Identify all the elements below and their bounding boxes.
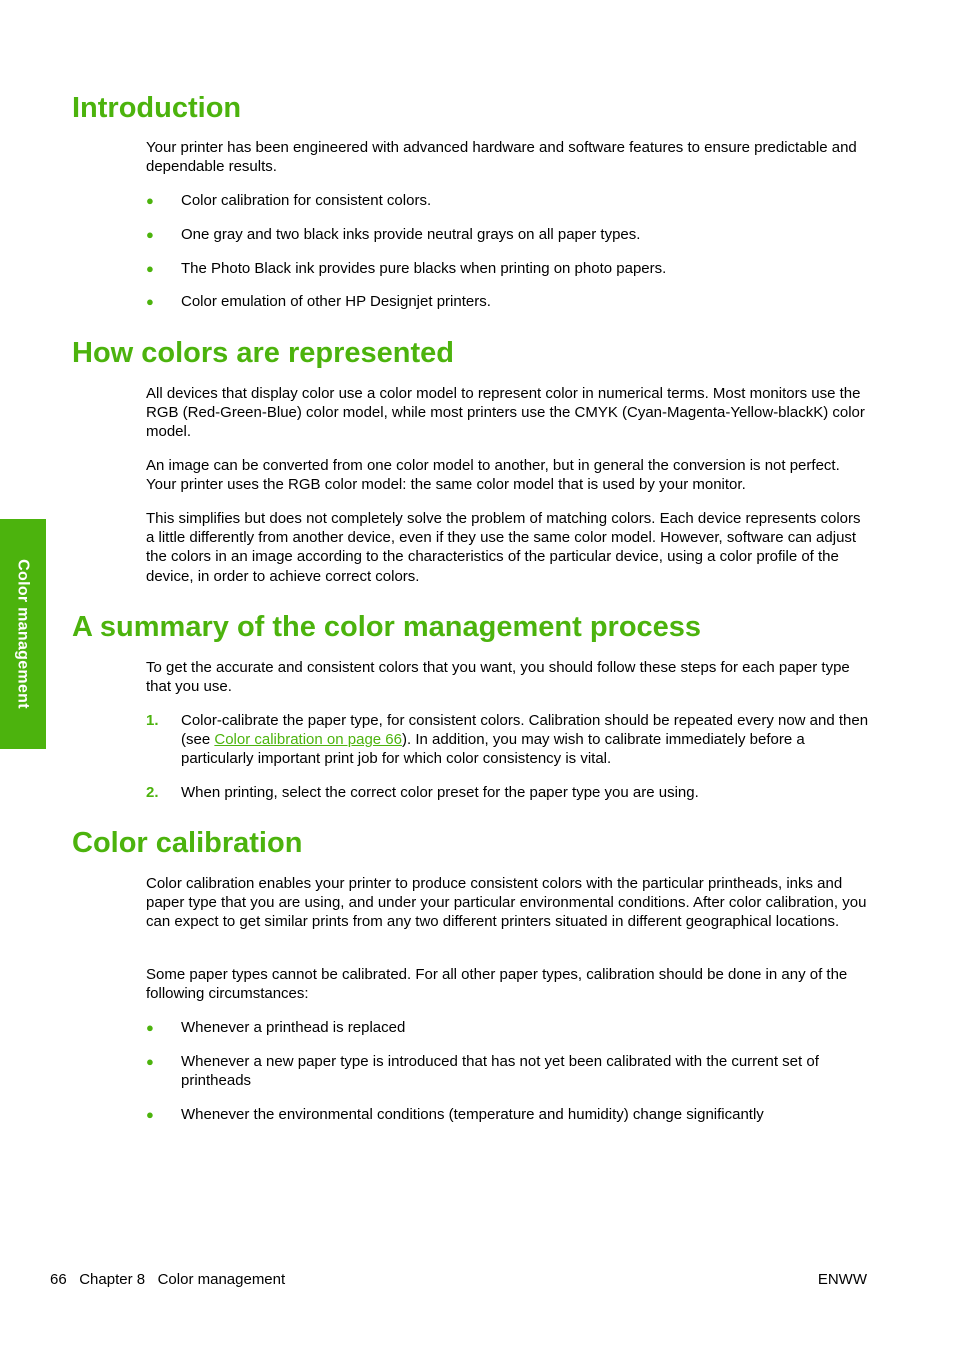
step-text	[181, 711, 871, 769]
calibration-bullet-text: Whenever a new paper type is introduced that has not yet been calibrated with the current set of printheads	[181, 1053, 819, 1090]
heading-introduction: Introduction	[72, 92, 242, 124]
page-footer-right: ENWW	[817, 1271, 867, 1288]
intro-bullet-item	[146, 191, 871, 210]
bullet-dot-icon: ●	[146, 1107, 154, 1122]
intro-bullet-item	[146, 225, 871, 244]
bullet-dot-icon: ●	[146, 294, 154, 309]
intro-bullet-text: The Photo Black ink provides pure blacks when printing on photo papers.	[181, 260, 667, 277]
intro-bullet-text: One gray and two black inks provide neutral grays on all paper types.	[181, 226, 641, 243]
step-text: When printing, select the correct color preset for the paper type you are using.	[181, 784, 699, 801]
step-text-after: ). In addition, you may wish to calibrate immediately before a particularly important print job for which color consistency is vital.	[181, 731, 805, 768]
page-footer-left	[50, 1270, 285, 1289]
color-calibration-link[interactable]: Color calibration on page 66	[214, 731, 402, 749]
bullet-dot-icon: ●	[146, 227, 154, 242]
intro-bullet-text: Color calibration for consistent colors.	[181, 192, 432, 209]
intro-paragraph: Your printer has been engineered with advanced hardware and software features to ensure predictable and dependable results.	[146, 139, 857, 176]
bullet-dot-icon: ●	[146, 1020, 154, 1035]
side-tab-label: Color management	[14, 559, 32, 709]
page-number: 66	[50, 1271, 67, 1288]
how-colors-paragraph: All devices that display color use a color model to represent color in numerical terms. Most monitors use the RGB (Red-Green-Blue) color model, while most printers use the CMYK (Cyan-Magenta-Yellow-blackK) color model.	[146, 385, 865, 441]
summary-paragraph: To get the accurate and consistent colors that you want, you should follow these steps for each paper type that you use.	[146, 659, 850, 696]
calibration-paragraph: Color calibration enables your printer to produce consistent colors with the particular printheads, inks and paper type that you are using, and under your particular environmental conditions. After color calibration, you can expect to get similar prints from any two different printers situated in different geographical locations.	[146, 875, 867, 931]
how-colors-paragraph: This simplifies but does not completely solve the problem of matching colors. Each device represents colors a little differently from another device, even if they use the same color model. However, software can adjust the colors in an image according to the characteristics of the particular device, using a color profile of the device, in order to achieve correct colors.	[146, 510, 861, 585]
intro-bullet-item	[146, 259, 871, 278]
heading-how-colors: How colors are represented	[72, 337, 454, 369]
step-number: 2.	[146, 784, 159, 801]
intro-bullet-item	[146, 292, 871, 311]
step-number: 1.	[146, 712, 159, 729]
bullet-dot-icon: ●	[146, 1054, 154, 1069]
summary-step-item	[146, 783, 871, 802]
calibration-bullet-text: Whenever the environmental conditions (temperature and humidity) change significantly	[181, 1106, 764, 1123]
intro-bullet-text: Color emulation of other HP Designjet printers.	[181, 293, 491, 310]
bullet-dot-icon: ●	[146, 261, 154, 276]
summary-step-item	[146, 711, 871, 769]
calibration-bullet-item	[146, 1052, 871, 1090]
footer-chapter-title: Color management	[157, 1271, 286, 1288]
calibration-paragraph: Some paper types cannot be calibrated. For all other paper types, calibration should be done in any of the following circumstances:	[146, 966, 848, 1003]
side-tab	[0, 519, 46, 749]
footer-chapter: Chapter 8	[79, 1271, 146, 1288]
bullet-dot-icon: ●	[146, 193, 154, 208]
heading-color-calibration: Color calibration	[72, 827, 303, 859]
step-text-before: Color-calibrate the paper type, for consistent colors. Calibration should be repeated every now and then (see	[181, 712, 869, 749]
calibration-bullet-text: Whenever a printhead is replaced	[181, 1019, 406, 1036]
heading-summary: A summary of the color management process	[72, 611, 702, 643]
how-colors-paragraph: An image can be converted from one color model to another, but in general the conversion is not perfect. Your printer uses the RGB color model: the same color model that is used by your monitor.	[146, 457, 840, 494]
calibration-bullet-item	[146, 1018, 871, 1037]
calibration-bullet-item	[146, 1105, 871, 1124]
